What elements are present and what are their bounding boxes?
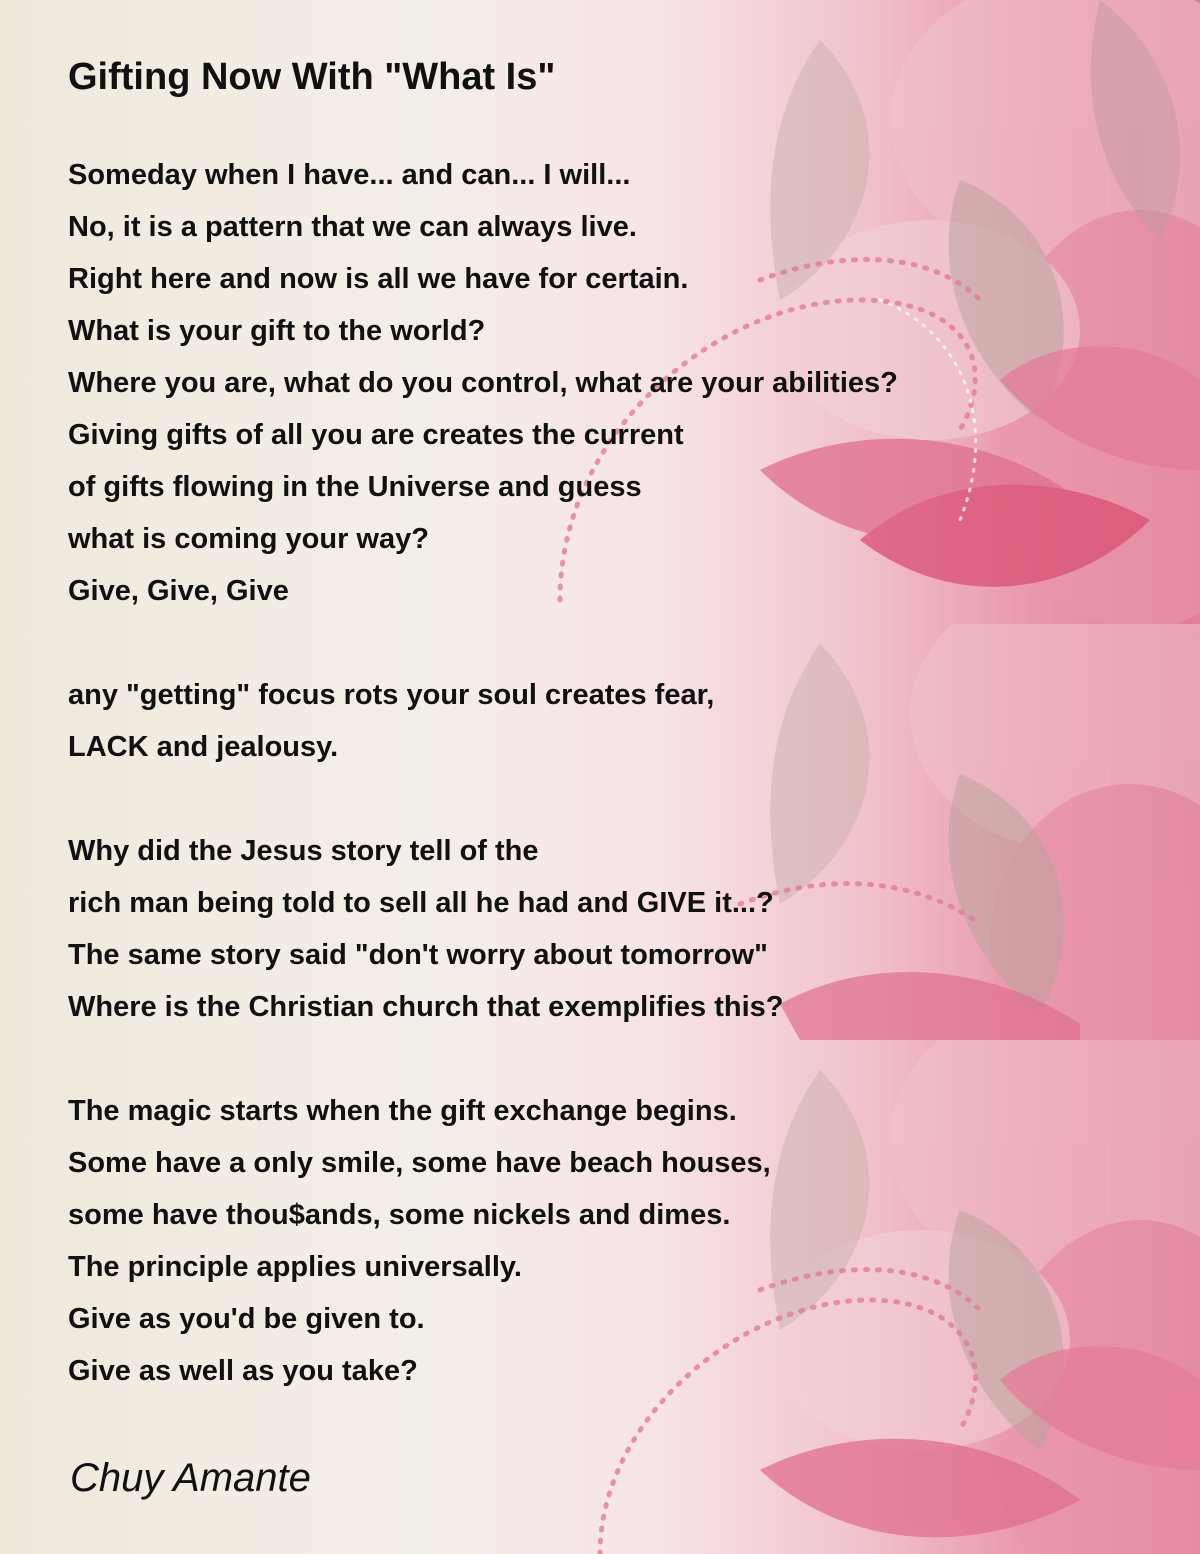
poem-line: The principle applies universally. [68, 1251, 522, 1283]
poem-line: Some have a only smile, some have beach houses, [68, 1147, 771, 1179]
poem-line: what is coming your way? [68, 523, 429, 555]
stanza-1 [68, 149, 898, 617]
poem-line: LACK and jealousy. [68, 731, 339, 763]
poem-line: The same story said "don't worry about tomorrow" [68, 939, 768, 971]
poem-line: What is your gift to the world? [68, 315, 486, 347]
stanza-4 [68, 1085, 771, 1397]
poem-line: Where is the Christian church that exemplifies this? [68, 991, 784, 1023]
poem-line: Why did the Jesus story tell of the [68, 835, 539, 867]
poem-line: Give, Give, Give [68, 575, 289, 607]
poem-line: of gifts flowing in the Universe and guess [68, 471, 642, 503]
poem-line: any "getting" focus rots your soul creates fear, [68, 679, 715, 711]
poem-line: some have thou$ands, some nickels and dimes. [68, 1199, 731, 1231]
poem-line: Someday when I have... and can... I will... [68, 159, 631, 191]
poem-line: Right here and now is all we have for certain. [68, 263, 689, 295]
poem-line: rich man being told to sell all he had and GIVE it...? [68, 887, 774, 919]
poem-line: Giving gifts of all you are creates the current [68, 419, 684, 451]
poem-line: No, it is a pattern that we can always live. [68, 211, 637, 243]
poem-line: Where you are, what do you control, what are your abilities? [68, 367, 898, 399]
poem-title: Gifting Now With "What Is" [68, 56, 556, 98]
stanza-3 [68, 825, 783, 1033]
stanza-2 [68, 669, 714, 773]
poem-line: The magic starts when the gift exchange begins. [68, 1095, 737, 1127]
poem-author: Chuy Amante [70, 1456, 311, 1500]
poem-line: Give as well as you take? [68, 1355, 418, 1387]
poem-line: Give as you'd be given to. [68, 1303, 425, 1335]
